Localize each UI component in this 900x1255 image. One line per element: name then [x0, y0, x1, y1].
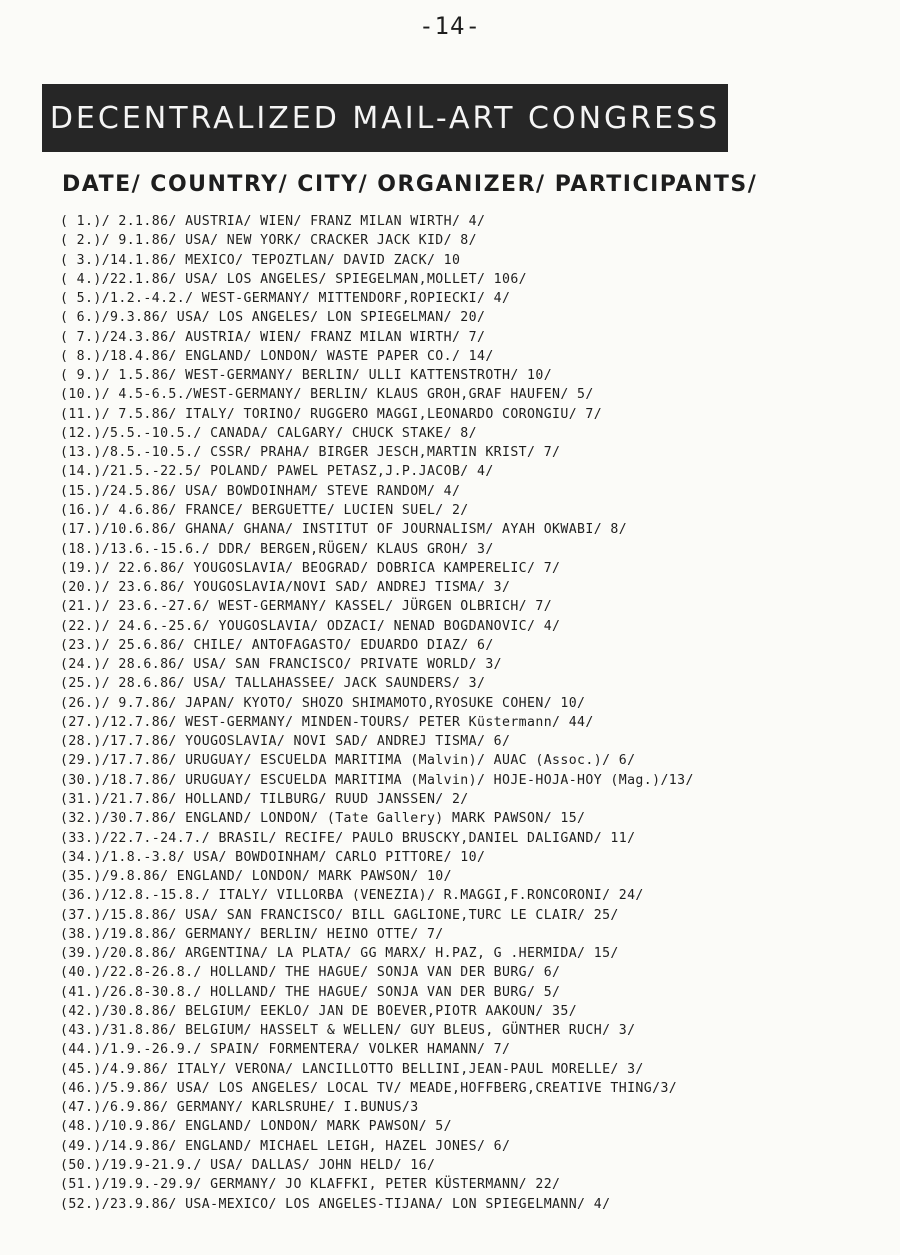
- congress-entry: (35.)/9.8.86/ ENGLAND/ LONDON/ MARK PAWSON/ 10/: [60, 869, 452, 885]
- congress-entry: (36.)/12.8.-15.8./ ITALY/ VILLORBA (VENEZIA)/ R.MAGGI,F.RONCORONI/ 24/: [60, 888, 644, 904]
- congress-entry: (37.)/15.8.86/ USA/ SAN FRANCISCO/ BILL GAGLIONE,TURC LE CLAIR/ 25/: [60, 907, 619, 923]
- congress-entry: (48.)/10.9.86/ ENGLAND/ LONDON/ MARK PAWSON/ 5/: [60, 1119, 452, 1135]
- congress-entry: (25.)/ 28.6.86/ USA/ TALLAHASSEE/ JACK SAUNDERS/ 3/: [60, 676, 486, 692]
- congress-entry: (16.)/ 4.6.86/ FRANCE/ BERGUETTE/ LUCIEN SUEL/ 2/: [60, 502, 469, 518]
- congress-entry: (13.)/8.5.-10.5./ CSSR/ PRAHA/ BIRGER JESCH,MARTIN KRIST/ 7/: [60, 445, 561, 461]
- congress-entry: (46.)/5.9.86/ USA/ LOS ANGELES/ LOCAL TV/ MEADE,HOFFBERG,CREATIVE THING/3/: [60, 1080, 678, 1096]
- congress-entry: (33.)/22.7.-24.7./ BRASIL/ RECIFE/ PAULO BRUSCKY,DANIEL DALIGAND/ 11/: [60, 830, 636, 846]
- congress-entry: (22.)/ 24.6.-25.6/ YOUGOSLAVIA/ ODZACI/ NENAD BOGDANOVIC/ 4/: [60, 618, 561, 634]
- congress-entry: (14.)/21.5.-22.5/ POLAND/ PAWEL PETASZ,J.P.JACOB/ 4/: [60, 464, 494, 480]
- congress-entry: (28.)/17.7.86/ YOUGOSLAVIA/ NOVI SAD/ ANDREJ TISMA/ 6/: [60, 734, 511, 750]
- congress-entry: (42.)/30.8.86/ BELGIUM/ EEKLO/ JAN DE BOEVER,PIOTR AAKOUN/ 35/: [60, 1003, 578, 1019]
- congress-entry: (20.)/ 23.6.86/ YOUGOSLAVIA/NOVI SAD/ ANDREJ TISMA/ 3/: [60, 580, 511, 596]
- congress-entry: (24.)/ 28.6.86/ USA/ SAN FRANCISCO/ PRIVATE WORLD/ 3/: [60, 657, 502, 673]
- congress-entry: (30.)/18.7.86/ URUGUAY/ ESCUELDA MARITIMA (Malvin)/ HOJE-HOJA-HOY (Mag.)/13/: [60, 772, 694, 788]
- congress-entry: (17.)/10.6.86/ GHANA/ GHANA/ INSTITUT OF JOURNALISM/ AYAH OKWABI/ 8/: [60, 522, 628, 538]
- congress-entry: (15.)/24.5.86/ USA/ BOWDOINHAM/ STEVE RANDOM/ 4/: [60, 483, 461, 499]
- congress-entry: (11.)/ 7.5.86/ ITALY/ TORINO/ RUGGERO MAGGI,LEONARDO CORONGIU/ 7/: [60, 406, 603, 422]
- congress-entry: (50.)/19.9-21.9./ USA/ DALLAS/ JOHN HELD/ 16/: [60, 1158, 436, 1174]
- congress-entry: (39.)/20.8.86/ ARGENTINA/ LA PLATA/ GG MARX/ H.PAZ, G .HERMIDA/ 15/: [60, 946, 619, 962]
- columns-heading: DATE/ COUNTRY/ CITY/ ORGANIZER/ PARTICIPANTS/: [62, 172, 758, 197]
- congress-entry: (47.)/6.9.86/ GERMANY/ KARLSRUHE/ I.BUNUS/3: [60, 1100, 419, 1116]
- congress-entry: ( 5.)/1.2.-4.2./ WEST-GERMANY/ MITTENDORF,ROPIECKI/ 4/: [60, 291, 511, 307]
- congress-entry: ( 4.)/22.1.86/ USA/ LOS ANGELES/ SPIEGELMAN,MOLLET/ 106/: [60, 271, 528, 287]
- congress-entry: (19.)/ 22.6.86/ YOUGOSLAVIA/ BEOGRAD/ DOBRICA KAMPERELIC/ 7/: [60, 560, 561, 576]
- congress-entry: (44.)/1.9.-26.9./ SPAIN/ FORMENTERA/ VOLKER HAMANN/ 7/: [60, 1042, 511, 1058]
- congress-entry: (10.)/ 4.5-6.5./WEST-GERMANY/ BERLIN/ KLAUS GROH,GRAF HAUFEN/ 5/: [60, 387, 594, 403]
- congress-entry: ( 1.)/ 2.1.86/ AUSTRIA/ WIEN/ FRANZ MILAN WIRTH/ 4/: [60, 214, 486, 229]
- congress-entry: ( 6.)/9.3.86/ USA/ LOS ANGELES/ LON SPIEGELMAN/ 20/: [60, 310, 486, 326]
- congress-entry: (51.)/19.9.-29.9/ GERMANY/ JO KLAFFKI, PETER KÜSTERMANN/ 22/: [60, 1177, 561, 1193]
- congress-entry: (52.)/23.9.86/ USA-MEXICO/ LOS ANGELES-TIJANA/ LON SPIEGELMANN/ 4/: [60, 1196, 611, 1212]
- congress-list: [60, 212, 890, 1214]
- congress-entry: ( 7.)/24.3.86/ AUSTRIA/ WIEN/ FRANZ MILAN WIRTH/ 7/: [60, 329, 486, 345]
- congress-entry: (26.)/ 9.7.86/ JAPAN/ KYOTO/ SHOZO SHIMAMOTO,RYOSUKE COHEN/ 10/: [60, 695, 586, 711]
- congress-entry: (21.)/ 23.6.-27.6/ WEST-GERMANY/ KASSEL/ JÜRGEN OLBRICH/ 7/: [60, 599, 553, 615]
- congress-entry: (12.)/5.5.-10.5./ CANADA/ CALGARY/ CHUCK STAKE/ 8/: [60, 425, 477, 441]
- congress-entry: (27.)/12.7.86/ WEST-GERMANY/ MINDEN-TOURS/ PETER Küstermann/ 44/: [60, 714, 594, 730]
- congress-entry: ( 8.)/18.4.86/ ENGLAND/ LONDON/ WASTE PAPER CO./ 14/: [60, 348, 494, 364]
- congress-entry: (43.)/31.8.86/ BELGIUM/ HASSELT & WELLEN/ GUY BLEUS, GÜNTHER RUCH/ 3/: [60, 1023, 636, 1039]
- page-number: -14-: [419, 12, 481, 40]
- congress-entry: ( 9.)/ 1.5.86/ WEST-GERMANY/ BERLIN/ ULLI KATTENSTROTH/ 10/: [60, 368, 553, 384]
- congress-entry: (45.)/4.9.86/ ITALY/ VERONA/ LANCILLOTTO BELLINI,JEAN-PAUL MORELLE/ 3/: [60, 1061, 644, 1077]
- title-banner: [42, 84, 728, 152]
- congress-entry: ( 3.)/14.1.86/ MEXICO/ TEPOZTLAN/ DAVID ZACK/ 10: [60, 252, 461, 268]
- congress-entry: (41.)/26.8-30.8./ HOLLAND/ THE HAGUE/ SONJA VAN DER BURG/ 5/: [60, 984, 561, 1000]
- congress-entry: (49.)/14.9.86/ ENGLAND/ MICHAEL LEIGH, HAZEL JONES/ 6/: [60, 1138, 511, 1154]
- congress-entry: (18.)/13.6.-15.6./ DDR/ BERGEN,RÜGEN/ KLAUS GROH/ 3/: [60, 541, 494, 557]
- congress-entry: (23.)/ 25.6.86/ CHILE/ ANTOFAGASTO/ EDUARDO DIAZ/ 6/: [60, 637, 494, 653]
- congress-entry: (40.)/22.8-26.8./ HOLLAND/ THE HAGUE/ SONJA VAN DER BURG/ 6/: [60, 965, 561, 981]
- congress-entry: (38.)/19.8.86/ GERMANY/ BERLIN/ HEINO OTTE/ 7/: [60, 926, 444, 942]
- congress-entry: (32.)/30.7.86/ ENGLAND/ LONDON/ (Tate Gallery) MARK PAWSON/ 15/: [60, 811, 586, 827]
- congress-entry: ( 2.)/ 9.1.86/ USA/ NEW YORK/ CRACKER JACK KID/ 8/: [60, 233, 477, 249]
- congress-entry: (31.)/21.7.86/ HOLLAND/ TILBURG/ RUUD JANSSEN/ 2/: [60, 791, 469, 807]
- banner-title: DECENTRALIZED MAIL-ART CONGRESS: [49, 100, 721, 136]
- congress-entry: (29.)/17.7.86/ URUGUAY/ ESCUELDA MARITIMA (Malvin)/ AUAC (Assoc.)/ 6/: [60, 753, 636, 769]
- congress-entry: (34.)/1.8.-3.8/ USA/ BOWDOINHAM/ CARLO PITTORE/ 10/: [60, 849, 486, 865]
